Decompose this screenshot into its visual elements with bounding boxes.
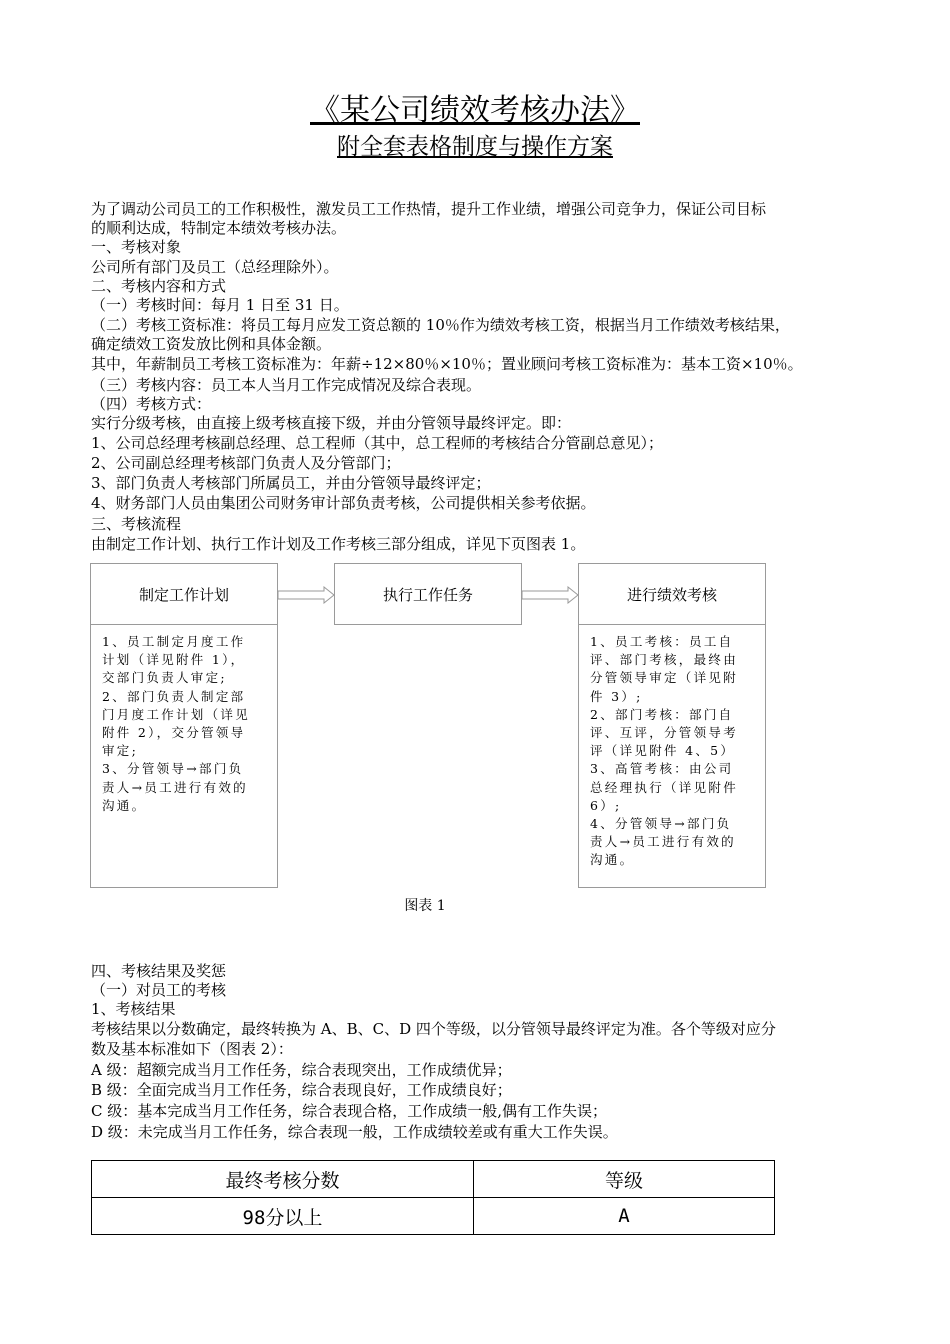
paragraph-line: 3、部门负责人考核部门所属员工，并由分管领导最终评定；	[91, 474, 491, 492]
flow-step-plan	[90, 563, 278, 625]
section-heading: 四、考核结果及奖惩	[91, 962, 227, 980]
grade-description: C 级：基本完成当月工作任务，综合表现合格，工作成绩一般,偶有工作失误；	[91, 1102, 608, 1120]
table-header-cell: 最终考核分数	[92, 1161, 474, 1198]
paragraph-line: 2、公司副总经理考核部门负责人及分管部门；	[91, 454, 401, 472]
flow-step-evaluate-detail: 1、员工考核：员工自 评、部门考核，最终由 分管领导审定（详见附 件 3）; 2、部门考核：部门自 评、互评，分管领导考 评（详见附件 4、5） 3、高管考核：由公司 总经理执行（详见附件 6）; 4、分管领导→部门负 责人→员工进行有效的 沟通。	[578, 624, 766, 888]
table-header-cell: 等级	[474, 1161, 775, 1198]
grade-description: A 级：超额完成当月工作任务，综合表现突出，工作成绩优异；	[91, 1061, 512, 1079]
table-row	[92, 1198, 775, 1235]
flow-arrow-icon	[522, 586, 580, 604]
paragraph-line: （三）考核内容：员工本人当月工作完成情况及综合表现。	[91, 376, 482, 394]
paragraph-line: 确定绩效工资发放比例和具体金额。	[91, 335, 332, 353]
paragraph-line: 考核结果以分数确定，最终转换为 A、B、C、D 四个等级，以分管领导最终评定为准。各个等级对应分	[91, 1020, 776, 1038]
flow-step-plan-title: 制定工作计划	[138, 585, 229, 604]
paragraph-line: 的顺利达成，特制定本绩效考核办法。	[91, 219, 347, 237]
paragraph-line: （一）对员工的考核	[91, 981, 227, 999]
document-subtitle: 附全套表格制度与操作方案	[337, 134, 613, 160]
document-title: 《某公司绩效考核办法》	[310, 93, 640, 128]
paragraph-line: （二）考核工资标准：将员工每月应发工资总额的 10％作为绩效考核工资，根据当月工作绩效考核结果，	[91, 316, 790, 334]
paragraph-line: 其中，年薪制员工考核工资标准为：年薪÷12×80％×10％；置业顾问考核工资标准为：基本工资×10％。	[91, 355, 803, 373]
paragraph-line: 公司所有部门及员工（总经理除外）。	[91, 258, 339, 276]
flow-step-execute-title: 执行工作任务	[382, 585, 473, 604]
flow-step-evaluate	[578, 563, 766, 625]
grade-description: D 级：未完成当月工作任务，综合表现一般，工作成绩较差或有重大工作失误。	[91, 1123, 618, 1141]
flow-step-execute	[334, 563, 522, 625]
flow-arrow-icon	[278, 586, 336, 604]
figure-caption: 图表 1	[404, 898, 446, 914]
paragraph-line: 为了调动公司员工的工作积极性，激发员工工作热情，提升工作业绩，增强公司竞争力，保证公司目标	[91, 200, 767, 218]
grade-table	[91, 1160, 775, 1235]
paragraph-line: 数及基本标准如下（图表 2）：	[91, 1040, 293, 1058]
section-heading: 二、考核内容和方式	[91, 277, 227, 295]
paragraph-line: 1、公司总经理考核副总经理、总工程师（其中，总工程师的考核结合分管副总意见）；	[91, 434, 664, 452]
paragraph-line: 1、考核结果	[91, 1000, 176, 1018]
table-header-row	[92, 1161, 775, 1198]
table-cell: 98分以上	[92, 1198, 474, 1235]
section-heading: 一、考核对象	[91, 238, 182, 256]
paragraph-line: （一）考核时间：每月 1 日至 31 日。	[91, 296, 349, 314]
grade-description: B 级：全面完成当月工作任务，综合表现良好，工作成绩良好；	[91, 1081, 512, 1099]
flow-step-plan-detail: 1、员工制定月度工作 计划（详见附件 1）， 交部门负责人审定; 2、部门负责人制定部 门月度工作计划（详见 附件 2），交分管领导 审定; 3、分管领导→部门负 责人→员工进行有效的 沟通。	[90, 624, 278, 888]
paragraph-line: 由制定工作计划、执行工作计划及工作考核三部分组成，详见下页图表 1。	[91, 535, 586, 553]
flow-step-evaluate-title: 进行绩效考核	[626, 585, 717, 604]
section-heading: 三、考核流程	[91, 515, 182, 533]
paragraph-line: 实行分级考核，由直接上级考核直接下级，并由分管领导最终评定。即：	[91, 414, 572, 432]
table-cell: A	[474, 1198, 775, 1235]
paragraph-line: （四）考核方式：	[91, 395, 212, 413]
paragraph-line: 4、财务部门人员由集团公司财务审计部负责考核，公司提供相关参考依据。	[91, 494, 596, 512]
